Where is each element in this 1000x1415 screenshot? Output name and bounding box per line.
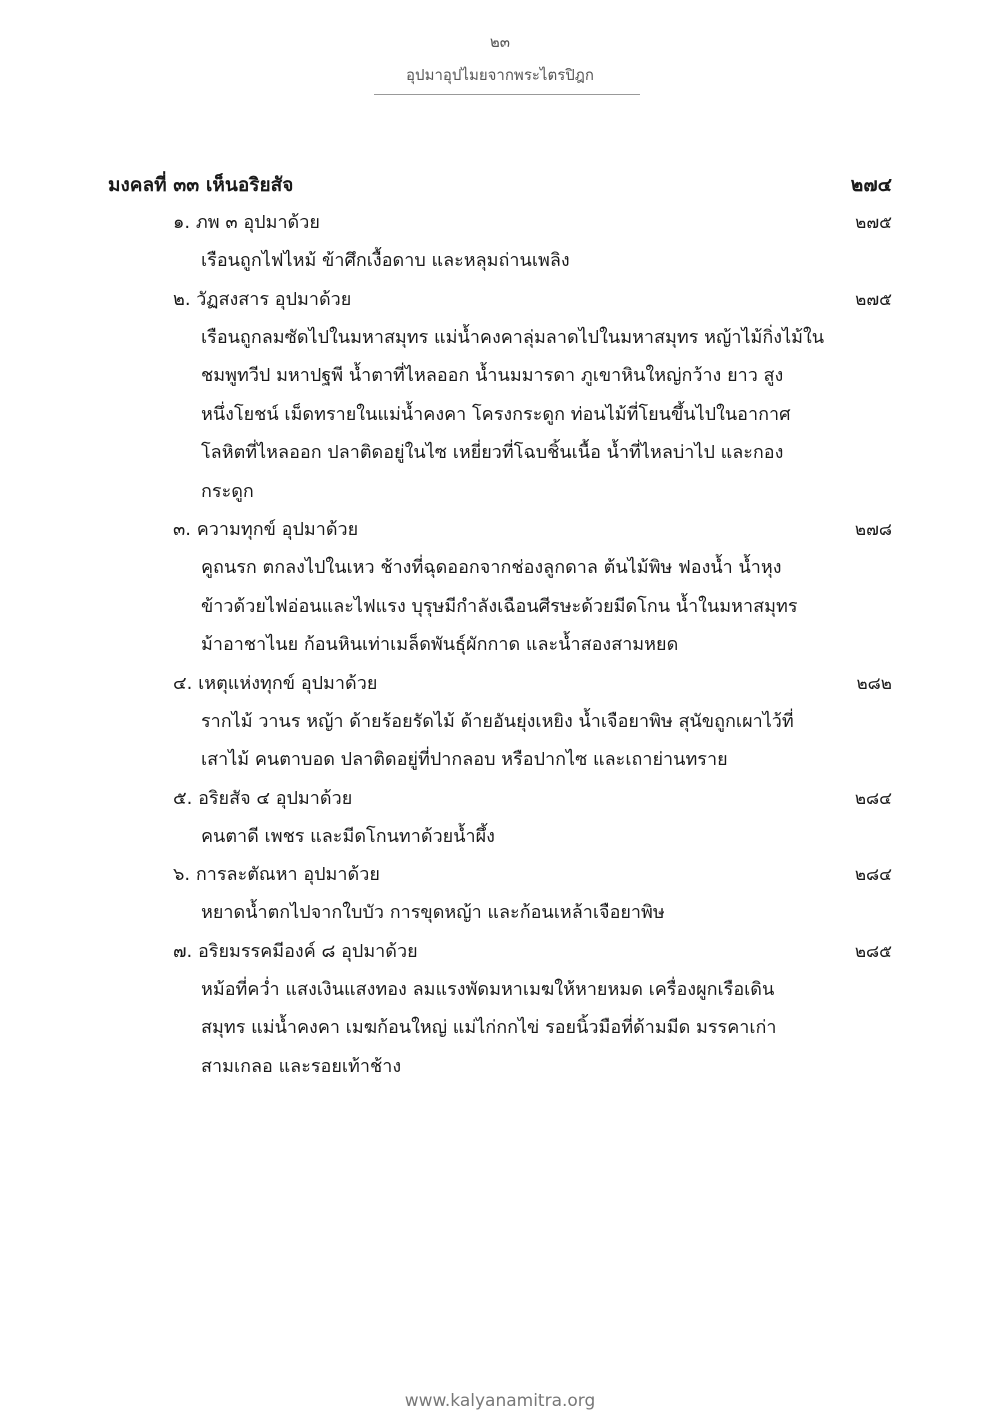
- toc-entry[interactable]: [173, 511, 894, 549]
- chapter-page-number: ๒๗๔: [850, 174, 892, 196]
- description-line: คนตาดี เพชร และมีดโกนทาด้วยน้ำผึ้ง: [201, 825, 495, 847]
- toc-entry-heading: ๗. อริยมรรคมีองค์ ๘ อุปมาด้วย: [173, 940, 418, 962]
- table-of-contents: [108, 166, 894, 1086]
- description-line: ข้าวด้วยไฟอ่อนและไฟแรง บุรุษมีกำลังเฉือนศีรษะด้วยมีดโกน น้ำในมหาสมุทร: [201, 595, 798, 617]
- description-line: สมุทร แม่น้ำคงคา เมฆก้อนใหญ่ แม่ไก่กกไข่ รอยนิ้วมือที่ด้ามมีด มรรคาเก่า: [201, 1017, 777, 1038]
- toc-entry-description: [201, 242, 851, 281]
- toc-entry-heading: ๒. วัฏสงสาร อุปมาด้วย: [173, 288, 352, 310]
- description-line: หยาดน้ำตกไปจากใบบัว การขุดหญ้า และก้อนเหล้าเจือยาพิษ: [201, 902, 665, 923]
- description-line: ม้าอาชาไนย ก้อนหินเท่าเมล็ดพันธุ์ผักกาด และน้ำสองสามหยด: [201, 634, 679, 655]
- description-line: เรือนถูกลมซัดไปในมหาสมุทร แม่น้ำคงคาลุ่มลาดไปในมหาสมุทร หญ้าไม้กิ่งไม้ใน: [201, 326, 825, 348]
- description-line: เสาไม้ คนตาบอด ปลาติดอยู่ที่ปากลอบ หรือปากไซ และเถาย่านทราย: [201, 749, 728, 770]
- toc-entry-description: [201, 894, 851, 933]
- toc-entry-page-number: ๒๘๔: [854, 788, 892, 809]
- toc-entry-description: [201, 319, 851, 512]
- description-line: เรือนถูกไฟไหม้ ข้าศึกเงื้อดาบ และหลุมถ่านเพลิง: [201, 250, 570, 271]
- toc-entry[interactable]: [173, 780, 894, 818]
- description-line: หนึ่งโยชน์ เม็ดทรายในแม่น้ำคงคา โครงกระดูก ท่อนไม้ที่โยนขึ้นไปในอากาศ: [201, 403, 791, 425]
- toc-entry[interactable]: [173, 204, 894, 242]
- description-line: สามเกลอ และรอยเท้าช้าง: [201, 1055, 402, 1077]
- toc-entry-page-number: ๒๗๕: [855, 289, 892, 310]
- toc-entry-page-number: ๒๘๕: [854, 941, 892, 962]
- description-line: รากไม้ วานร หญ้า ด้ายร้อยรัดไม้ ด้ายอันยุ่งเหยิง น้ำเจือยาพิษ สุนัขถูกเผาไว้ที่: [201, 710, 794, 732]
- toc-entry-description: [201, 549, 851, 665]
- toc-entry-heading: ๕. อริยสัจ ๔ อุปมาด้วย: [173, 787, 353, 809]
- toc-entry-page-number: ๒๘๒: [856, 673, 892, 694]
- toc-entry[interactable]: [173, 665, 894, 703]
- toc-entry-heading: ๓. ความทุกข์ อุปมาด้วย: [173, 519, 359, 540]
- toc-entry-heading: ๔. เหตุแห่งทุกข์ อุปมาด้วย: [173, 672, 378, 694]
- toc-entry-page-number: ๒๗๕: [855, 213, 892, 233]
- toc-entry-heading: ๖. การละตัณหา อุปมาด้วย: [173, 864, 380, 885]
- description-line: โลหิตที่ไหลออก ปลาติดอยู่ในไซ เหยี่ยวที่โฉบชิ้นเนื้อ น้ำที่ไหลบ่าไป และกอง: [201, 442, 784, 463]
- toc-entry-page-number: ๒๗๘: [854, 520, 892, 540]
- toc-entry-description: [201, 818, 851, 857]
- chapter-title: มงคลที่ ๓๓ เห็นอริยสัจ: [108, 174, 294, 196]
- description-line: กระดูก: [201, 480, 254, 502]
- book-title: อุปมาอุปไมยจากพระไตรปิฎก: [406, 66, 594, 84]
- header-divider: [374, 94, 640, 95]
- toc-entry-description: [201, 703, 851, 780]
- toc-entry-description: [201, 971, 851, 1087]
- toc-entry[interactable]: [173, 281, 894, 319]
- footer-website: www.kalyanamitra.org: [404, 1391, 596, 1411]
- description-line: คูถนรก ตกลงไปในเหว ช้างที่ฉุดออกจากช่องลูกดาล ต้นไม้พิษ ฟองน้ำ น้ำหุง: [201, 557, 782, 578]
- toc-entry-heading: ๑. ภพ ๓ อุปมาด้วย: [173, 212, 320, 233]
- chapter-heading[interactable]: [108, 166, 894, 204]
- description-line: หม้อที่คว่ำ แสงเงินแสงทอง ลมแรงพัดมหาเมฆให้หายหมด เครื่องผูกเรือเดิน: [201, 978, 775, 1000]
- page-number: ๒๓: [489, 33, 511, 51]
- toc-entry[interactable]: [173, 933, 894, 971]
- toc-entries: [108, 204, 894, 1086]
- toc-entry-page-number: ๒๘๔: [854, 865, 892, 885]
- toc-entry[interactable]: [173, 856, 894, 894]
- description-line: ชมพูทวีป มหาปฐพี น้ำตาที่ไหลออก น้ำนมมารดา ภูเขาหินใหญ่กว้าง ยาว สูง: [201, 365, 784, 386]
